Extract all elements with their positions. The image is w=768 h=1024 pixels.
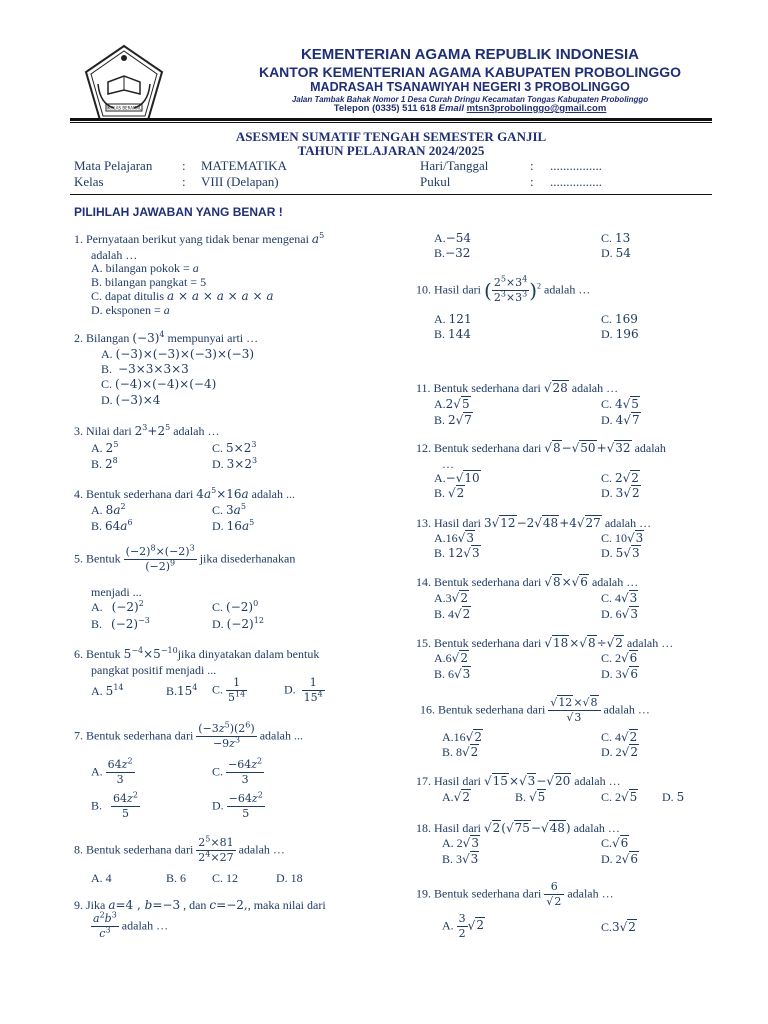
question-16: 16. Bentuk sederhana dari $\frac{√12\times√8}{√3}$ adalah …: [420, 696, 650, 724]
q13-option-b[interactable]: B. 12√3: [434, 546, 480, 560]
question-8: 8. Bentuk sederhana dari $\frac{2^5\times 81}{2^4\times 27}$ adalah …: [74, 834, 285, 864]
question-18: 18. Hasil dari √2(√75−√48) adalah …: [416, 821, 620, 835]
q13-option-a[interactable]: A.16√3: [434, 531, 474, 545]
q6-option-b[interactable]: $B.15^4$: [166, 683, 198, 698]
question-2: 2. Bilangan $(-3)^4$ mempunyai arti …: [74, 330, 259, 345]
q19-option-a[interactable]: A. $\frac{3}{2}$ √2: [442, 912, 484, 940]
q13-option-c[interactable]: C. 10√3: [601, 531, 644, 545]
q10-option-a[interactable]: A. 121: [434, 312, 472, 326]
q12-option-b[interactable]: B. √2: [434, 486, 465, 500]
question-12: 12. Bentuk sederhana dari √8−√50+√32 adalah: [416, 441, 666, 455]
q3-option-d[interactable]: D. $3\times 2^3$: [212, 456, 258, 471]
svg-text:IKHLAS BERAMAL: IKHLAS BERAMAL: [106, 105, 142, 111]
question-15: 15. Bentuk sederhana dari √18×√8÷√2 adalah …: [416, 636, 674, 650]
header-school: MADRASAH TSANAWIYAH NEGERI 3 PROBOLINGGO: [310, 80, 630, 94]
day-label: Hari/Tanggal: [420, 158, 489, 173]
q11-option-b[interactable]: B. 2√7: [434, 413, 472, 427]
header-ministry: KEMENTERIAN AGAMA REPUBLIK INDONESIA: [300, 46, 640, 63]
q2-option-c[interactable]: C. (−4)×(−4)×(−4): [101, 377, 217, 391]
q16-option-d[interactable]: D. 2√2: [601, 745, 638, 759]
day-value: ................: [550, 158, 602, 173]
q12-option-a[interactable]: A.−√10: [434, 471, 480, 485]
q18-option-d[interactable]: D. 2√6: [601, 852, 638, 866]
q5-option-c[interactable]: C. $(-2)^0$: [212, 599, 259, 614]
question-11: 11. Bentuk sederhana dari √28 adalah …: [416, 381, 619, 395]
q8-option-a[interactable]: A. 4: [91, 871, 112, 885]
info-divider: [70, 194, 712, 195]
q17-option-d[interactable]: D. 5: [662, 790, 685, 804]
question-6: 6. Bentuk $5^{-4}\times 5^{-10}jika$ dinyatakan dalam bentuk: [74, 646, 320, 661]
q13-option-d[interactable]: D. 5√3: [601, 546, 640, 560]
q8-option-b[interactable]: B. 6: [166, 871, 187, 885]
q5-option-d[interactable]: D. $(-2)^{12}$: [212, 616, 264, 631]
q4-option-a[interactable]: A. $8a^2$: [91, 502, 126, 517]
q9-option-c[interactable]: C. 13: [601, 231, 631, 245]
q7-option-b[interactable]: B. $\frac{64z^2}{5}$: [91, 790, 138, 820]
exam-title: ASESMEN SUMATIF TENGAH SEMESTER GANJIL: [235, 129, 547, 144]
q7-option-c[interactable]: C. $\frac{-64z^2}{3}$: [212, 756, 263, 786]
q15-option-c[interactable]: C. 2√6: [601, 651, 638, 665]
q11-option-d[interactable]: D. 4√7: [601, 413, 640, 427]
q12-option-d[interactable]: D. 3√2: [601, 486, 640, 500]
q12-option-c[interactable]: C. 2√2: [601, 471, 639, 485]
q4-option-d[interactable]: D. $16a^5$: [212, 518, 255, 533]
q10-option-d[interactable]: D. 196: [601, 327, 639, 341]
question-7: 7. Bentuk sederhana dari $\frac{(-3z^5)(2^6)}{-9z^3}$ adalah ...: [74, 720, 303, 750]
q10-option-b[interactable]: B. 144: [434, 327, 471, 341]
q6-option-a[interactable]: A. $5^{14}$: [91, 683, 124, 698]
email-link[interactable]: mtsn3probolinggo@gmail.com: [466, 103, 607, 114]
q18-option-a[interactable]: A. 2√3: [442, 836, 479, 850]
time-value: ................: [550, 174, 602, 189]
q15-option-b[interactable]: B. 6√3: [434, 667, 471, 681]
q11-option-c[interactable]: C. 4√5: [601, 397, 639, 411]
q17-option-a[interactable]: A.√2: [442, 790, 470, 804]
q15-option-d[interactable]: D. 3√6: [601, 667, 638, 681]
q14-option-b[interactable]: B. 4√2: [434, 607, 471, 621]
q14-option-a[interactable]: A.3√2: [434, 591, 468, 605]
q2-option-a[interactable]: A. (−3)×(−3)×(−3)×(−3): [101, 347, 255, 361]
subject-value: MATEMATIKA: [201, 158, 287, 173]
q16-option-b[interactable]: B. 8√2: [442, 745, 479, 759]
q9-option-a[interactable]: A.−54: [434, 231, 471, 245]
q5-option-a[interactable]: A. $(-2)^2$: [91, 599, 144, 614]
q6-option-c[interactable]: C. $\frac{1}{5^{14}}$: [212, 676, 246, 704]
q16-option-c[interactable]: C. 4√2: [601, 730, 638, 744]
q8-option-d[interactable]: D. 18: [276, 871, 303, 885]
q8-option-c[interactable]: C. 12: [212, 871, 239, 885]
header-divider: [70, 118, 712, 121]
q9-option-b[interactable]: B.−32: [434, 246, 471, 260]
q4-option-b[interactable]: B. $64a^6$: [91, 518, 133, 533]
question-1: 1. Pernyataan berikut yang tidak benar mengenai $a^5$: [74, 231, 325, 246]
question-5: 5. Bentuk $\frac{(-2)^8\times(-2)^3}{(-2)^9}$ jika disederhanakan: [74, 543, 296, 573]
header-address: Jalan Tambak Bahak Nomor 1 Desa Curah Dringu Kecamatan Tongas Kabupaten Probolinggo: [291, 95, 649, 104]
q3-option-c[interactable]: C. $5\times 2^3$: [212, 440, 257, 455]
question-14: 14. Bentuk sederhana dari √8×√6 adalah …: [416, 575, 639, 589]
q18-option-b[interactable]: B. 3√3: [442, 852, 479, 866]
q2-option-b[interactable]: B. −3×3×3×3: [101, 362, 189, 376]
time-label: Pukul: [420, 174, 451, 189]
question-13: 13. Hasil dari 3√12−2√48+4√27 adalah …: [416, 516, 652, 530]
question-19: 19. Bentuk sederhana dari $\frac{6}{√2}$ adalah …: [416, 880, 614, 908]
q14-option-c[interactable]: C. 4√3: [601, 591, 638, 605]
question-4: 4. Bentuk sederhana dari $4a^5\times 16a$ adalah ...: [74, 486, 295, 501]
question-17: 17. Hasil dari √15×√3−√20 adalah …: [416, 774, 621, 788]
q7-option-d[interactable]: D. $\frac{-64z^2}{5}$: [212, 790, 263, 820]
q2-option-d[interactable]: D. (−3)×4: [101, 393, 161, 407]
q3-option-b[interactable]: B. $2^8$: [91, 456, 118, 471]
kemenag-logo: [84, 44, 164, 124]
question-3: 3. Nilai dari $2^3+2^5$ adalah …: [74, 423, 220, 438]
q17-option-c[interactable]: C. 2√5: [601, 790, 638, 804]
q15-option-a[interactable]: A.6√2: [434, 651, 468, 665]
q18-option-c[interactable]: C.√6: [601, 836, 629, 850]
class-value: VIII (Delapan): [201, 174, 279, 189]
q1-option-d[interactable]: D. eksponen = a: [91, 303, 170, 317]
header-office: KANTOR KEMENTERIAN AGAMA KABUPATEN PROBOLINGGO: [258, 64, 682, 80]
q1-option-c[interactable]: C. dapat ditulis a × a × a × a × a: [91, 289, 274, 303]
subject-label: Mata Pelajaran: [74, 158, 153, 173]
q19-option-c[interactable]: C.3√2: [601, 920, 636, 934]
exam-year: TAHUN PELAJARAN 2024/2025: [297, 143, 485, 158]
q14-option-d[interactable]: D. 6√3: [601, 607, 638, 621]
q9-option-d[interactable]: D. 54: [601, 246, 631, 260]
header-contact: Telepon (0335) 511 618 Email mtsn3probolinggo@gmail.com: [333, 103, 607, 114]
q5-option-b[interactable]: B. $(-2)^{-3}$: [91, 616, 150, 631]
q3-option-a[interactable]: A. $2^5$: [91, 440, 119, 455]
question-9: 9. Jika a=4 , b=−3 , dan c=−2,, maka nilai dari: [74, 898, 326, 912]
q11-option-a[interactable]: A.2√5: [434, 397, 470, 411]
q16-option-a[interactable]: A.16√2: [442, 730, 482, 744]
q6-option-d[interactable]: D. $\frac{1}{15^4}$: [284, 676, 323, 704]
q7-option-a[interactable]: A. $\frac{64z^2}{3}$: [91, 756, 133, 786]
q10-option-c[interactable]: C. 169: [601, 312, 638, 326]
q1-option-b[interactable]: B. bilangan pangkat = 5: [91, 275, 207, 289]
header-divider-thin: [70, 122, 712, 123]
question-10: 10. Hasil dari ( $\frac{2^5\times 3^4}{2^3\times 3^3}$ )$^2$ adalah …: [416, 274, 591, 304]
q4-option-c[interactable]: C. $3a^5$: [212, 502, 246, 517]
instruction: PILIHLAH JAWABAN YANG BENAR !: [74, 205, 283, 219]
q1-option-a[interactable]: A. bilangan pokok = a: [91, 261, 199, 275]
class-label: Kelas: [74, 174, 104, 189]
q17-option-b[interactable]: B. √5: [515, 790, 546, 804]
